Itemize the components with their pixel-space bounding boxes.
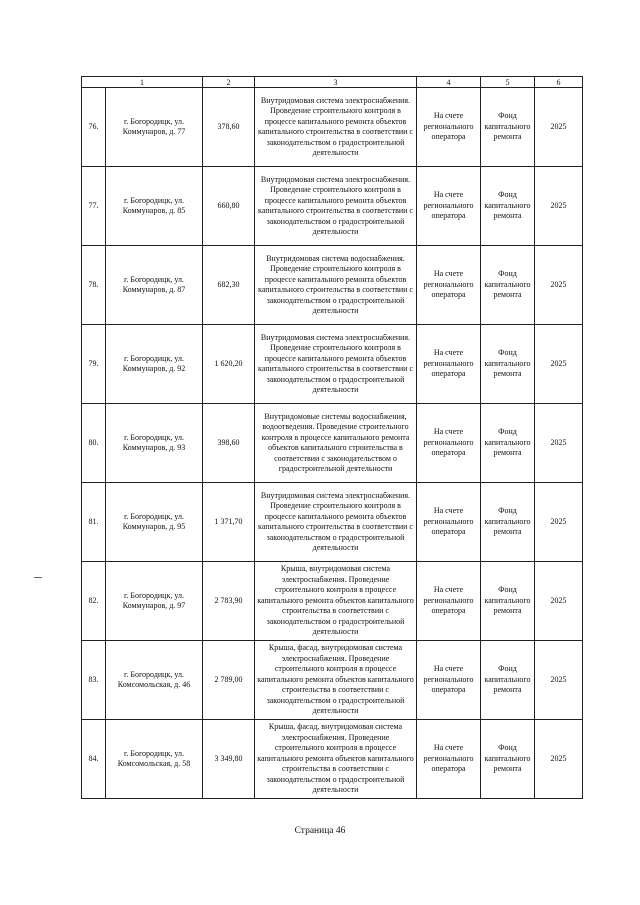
- works-description-cell: Крыша, фасад, внутридомовая система электроснабжения. Проведение строительного контроля в процессе капитального ремонта объектов капитального строительства в соответствии с законодательством о градостроительной деятельности: [255, 720, 417, 799]
- page-number: Страница 46: [294, 826, 346, 836]
- table-row: [82, 246, 583, 325]
- address-cell: г. Богородицк, ул. Коммунаров, д. 87: [106, 246, 203, 325]
- works-description-cell: Внутридомовая система электроснабжения. Проведение строительного контроля в процессе капитального ремонта объектов капитального строительства в соответствии с законодательством о градостроительной деятельности: [255, 483, 417, 562]
- fund-cell: Фонд капитального ремонта: [481, 483, 535, 562]
- works-description-cell: Внутридомовая система водоснабжения. Проведение строительного контроля в процессе капитального ремонта объектов капитального строительства в соответствии с законодательством о градостроительной деятельности: [255, 246, 417, 325]
- funding-source-cell: На счете регионального оператора: [417, 562, 481, 641]
- fund-cell: Фонд капитального ремонта: [481, 641, 535, 720]
- table-row: [82, 404, 583, 483]
- year-cell: 2025: [535, 325, 583, 404]
- area-cell: 682,30: [203, 246, 255, 325]
- address-cell: г. Богородицк, ул. Коммунаров, д. 93: [106, 404, 203, 483]
- column-numbers-row: [82, 77, 583, 88]
- funding-source-cell: На счете регионального оператора: [417, 720, 481, 799]
- area-cell: 3 349,80: [203, 720, 255, 799]
- works-description-cell: Внутридомовые системы водоснабжения, водоотведения. Проведение строительного контроля в процессе капитального ремонта объектов капитального строительства в соответствии с законодательством о градостроительной деятельности: [255, 404, 417, 483]
- row-number: 82.: [82, 562, 106, 641]
- area-cell: 2 783,90: [203, 562, 255, 641]
- column-header-2: 2: [203, 77, 255, 88]
- works-description-cell: Крыша, внутридомовая система электроснабжения. Проведение строительного контроля в процессе капитального ремонта объектов капитального строительства в соответствии с законодательством о градостроительной деятельности: [255, 562, 417, 641]
- table-row: [82, 483, 583, 562]
- row-number: 80.: [82, 404, 106, 483]
- column-header-5: 5: [481, 77, 535, 88]
- row-number: 77.: [82, 167, 106, 246]
- address-cell: г. Богородицк, ул. Коммунаров, д. 77: [106, 88, 203, 167]
- fund-cell: Фонд капитального ремонта: [481, 562, 535, 641]
- column-header-6: 6: [535, 77, 583, 88]
- fund-cell: Фонд капитального ремонта: [481, 325, 535, 404]
- column-header-3: 3: [255, 77, 417, 88]
- address-cell: г. Богородицк, ул. Коммунаров, д. 85: [106, 167, 203, 246]
- works-description-cell: Крыша, фасад, внутридомовая система электроснабжения. Проведение строительного контроля в процессе капитального ремонта объектов капитального строительства в соответствии с законодательством о градостроительной деятельности: [255, 641, 417, 720]
- column-header-1: 1: [82, 77, 203, 88]
- fund-cell: Фонд капитального ремонта: [481, 167, 535, 246]
- fund-cell: Фонд капитального ремонта: [481, 88, 535, 167]
- address-cell: г. Богородицк, ул. Комсомольская, д. 58: [106, 720, 203, 799]
- funding-source-cell: На счете регионального оператора: [417, 167, 481, 246]
- table-row: [82, 325, 583, 404]
- table-row: [82, 88, 583, 167]
- area-cell: 2 789,00: [203, 641, 255, 720]
- column-header-4: 4: [417, 77, 481, 88]
- year-cell: 2025: [535, 483, 583, 562]
- area-cell: 1 620,20: [203, 325, 255, 404]
- works-description-cell: Внутридомовая система электроснабжения. Проведение строительного контроля в процессе капитального ремонта объектов капитального строительства в соответствии с законодательством о градостроительной деятельности: [255, 325, 417, 404]
- table-row: [82, 641, 583, 720]
- address-cell: г. Богородицк, ул. Коммунаров, д. 92: [106, 325, 203, 404]
- works-description-cell: Внутридомовая система электроснабжения. Проведение строительного контроля в процессе капитального ремонта объектов капитального строительства в соответствии с законодательством о градостроительной деятельности: [255, 88, 417, 167]
- year-cell: 2025: [535, 246, 583, 325]
- area-cell: 378,60: [203, 88, 255, 167]
- year-cell: 2025: [535, 88, 583, 167]
- year-cell: 2025: [535, 720, 583, 799]
- row-number: 78.: [82, 246, 106, 325]
- table-row: [82, 562, 583, 641]
- year-cell: 2025: [535, 167, 583, 246]
- margin-mark: [34, 577, 42, 578]
- year-cell: 2025: [535, 562, 583, 641]
- fund-cell: Фонд капитального ремонта: [481, 246, 535, 325]
- table-row: [82, 720, 583, 799]
- address-cell: г. Богородицк, ул. Коммунаров, д. 97: [106, 562, 203, 641]
- repair-plan-table: [81, 76, 583, 799]
- row-number: 76.: [82, 88, 106, 167]
- address-cell: г. Богородицк, ул. Комсомольская, д. 46: [106, 641, 203, 720]
- row-number: 84.: [82, 720, 106, 799]
- funding-source-cell: На счете регионального оператора: [417, 641, 481, 720]
- area-cell: 398,60: [203, 404, 255, 483]
- row-number: 81.: [82, 483, 106, 562]
- year-cell: 2025: [535, 404, 583, 483]
- address-cell: г. Богородицк, ул. Коммунаров, д. 95: [106, 483, 203, 562]
- table-row: [82, 167, 583, 246]
- funding-source-cell: На счете регионального оператора: [417, 404, 481, 483]
- area-cell: 660,80: [203, 167, 255, 246]
- fund-cell: Фонд капитального ремонта: [481, 404, 535, 483]
- works-description-cell: Внутридомовая система электроснабжения. Проведение строительного контроля в процессе капитального ремонта объектов капитального строительства в соответствии с законодательством о градостроительной деятельности: [255, 167, 417, 246]
- fund-cell: Фонд капитального ремонта: [481, 720, 535, 799]
- year-cell: 2025: [535, 641, 583, 720]
- row-number: 79.: [82, 325, 106, 404]
- row-number: 83.: [82, 641, 106, 720]
- funding-source-cell: На счете регионального оператора: [417, 483, 481, 562]
- area-cell: 1 371,70: [203, 483, 255, 562]
- funding-source-cell: На счете регионального оператора: [417, 88, 481, 167]
- funding-source-cell: На счете регионального оператора: [417, 246, 481, 325]
- funding-source-cell: На счете регионального оператора: [417, 325, 481, 404]
